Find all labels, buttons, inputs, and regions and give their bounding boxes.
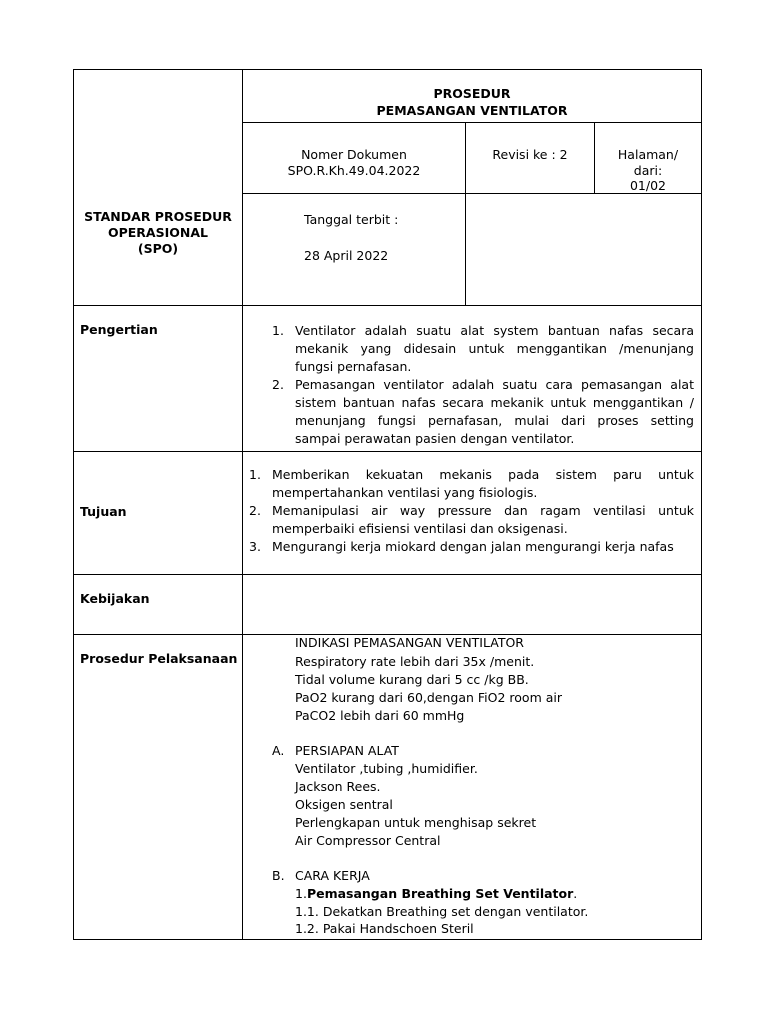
tujuan-label: Tujuan	[80, 504, 127, 519]
indikasi-item: Respiratory rate lebih dari 35x /menit.	[295, 654, 535, 669]
persiapan-item: Oksigen sentral	[295, 797, 393, 812]
table-border-bottom	[73, 939, 702, 940]
row-divider-tujuan	[73, 451, 702, 452]
spo-title-line1: STANDAR PROSEDUR	[84, 209, 232, 224]
section-b-letter: B.	[272, 868, 285, 883]
tujuan-item-2-number: 2.	[249, 503, 261, 518]
row-divider-title	[243, 122, 702, 123]
row-divider-kebijakan	[73, 574, 702, 575]
pengertian-item-2-line-3: menunjang fungsi pernafasan, mulai dari proses setting	[295, 413, 694, 428]
pengertian-item-1-line-1: Ventilator adalah suatu alat system bantuan nafas secara	[295, 323, 694, 338]
document-subtitle: PEMASANGAN VENTILATOR	[376, 103, 568, 118]
spo-title-line2: OPERASIONAL	[107, 225, 208, 240]
indikasi-heading: INDIKASI PEMASANGAN VENTILATOR	[295, 635, 524, 650]
document-title: PROSEDUR	[433, 86, 511, 101]
revision-label: Revisi ke : 2	[492, 147, 568, 162]
table-border-left	[73, 69, 74, 940]
indikasi-item: PaO2 kurang dari 60,dengan FiO2 room air	[295, 690, 563, 705]
persiapan-item: Ventilator ,tubing ,humidifier.	[295, 761, 478, 776]
pengertian-item-1-line-3: fungsi pernafasan.	[295, 359, 412, 374]
pengertian-item-1-line-2: mekanik yang didesain untuk menggantikan /menunjang	[295, 341, 694, 356]
table-border-right	[701, 69, 702, 940]
pengertian-item-2-line-2: sistem bantuan nafas secara mekanik untuk menggantikan /	[295, 395, 694, 410]
tujuan-item-1-line-2: mempertahankan ventilasi yang fisiologis.	[272, 485, 538, 500]
pengertian-item-2-number: 2.	[272, 377, 284, 392]
persiapan-item: Jackson Rees.	[295, 779, 381, 794]
page-label: Halaman/	[617, 147, 679, 162]
step-1-number: 1.	[295, 886, 307, 901]
spo-title-line3: (SPO)	[137, 241, 179, 256]
doc-number-value: SPO.R.Kh.49.04.2022	[287, 163, 421, 178]
prosedur-label: Prosedur Pelaksanaan	[80, 651, 238, 666]
section-b-title: CARA KERJA	[295, 868, 370, 883]
step-1-title: Pemasangan Breathing Set Ventilator	[306, 886, 574, 901]
indikasi-item: PaCO2 lebih dari 60 mmHg	[295, 708, 465, 723]
doc-number-label: Nomer Dokumen	[301, 147, 407, 162]
column-divider-main	[242, 69, 243, 940]
issued-date-value: 28 April 2022	[304, 248, 389, 263]
row-divider-pengertian	[73, 305, 702, 306]
pengertian-item-2-line-1: Pemasangan ventilator adalah suatu cara pemasangan alat	[295, 377, 694, 392]
pengertian-label: Pengertian	[80, 322, 158, 337]
page-label-of: dari:	[633, 163, 663, 178]
tujuan-item-2-line-1: Memanipulasi air way pressure dan ragam ventilasi untuk	[272, 503, 694, 518]
tujuan-item-3-number: 3.	[249, 539, 261, 554]
pengertian-item-1-number: 1.	[272, 323, 284, 338]
tujuan-item-1-line-1: Memberikan kekuatan mekanis pada sistem paru untuk	[272, 467, 694, 482]
persiapan-item: Perlengkapan untuk menghisap sekret	[295, 815, 537, 830]
issued-date-label: Tanggal terbit :	[304, 212, 399, 227]
section-a-letter: A.	[272, 743, 285, 758]
page-number: 01/02	[629, 178, 667, 193]
indikasi-item: Tidal volume kurang dari 5 cc /kg BB.	[295, 672, 529, 687]
tujuan-item-3-line-1: Mengurangi kerja miokard dengan jalan mengurangi kerja nafas	[272, 539, 674, 554]
tujuan-item-2-line-2: memperbaiki efisiensi ventilasi dan oksigenasi.	[272, 521, 568, 536]
step-1-heading	[295, 885, 577, 903]
tujuan-item-1-number: 1.	[249, 467, 261, 482]
persiapan-item: Air Compressor Central	[295, 833, 441, 848]
step-1-substep: 1.1. Dekatkan Breathing set dengan ventilator.	[295, 904, 589, 919]
kebijakan-label: Kebijakan	[80, 591, 150, 606]
step-1-period: .	[573, 886, 578, 901]
table-border-top	[73, 69, 702, 70]
step-1-substep: 1.2. Pakai Handschoen Steril	[295, 921, 474, 936]
section-a-title: PERSIAPAN ALAT	[295, 743, 399, 758]
pengertian-item-2-line-4: sampai perawatan pasien dengan ventilator.	[295, 431, 575, 446]
